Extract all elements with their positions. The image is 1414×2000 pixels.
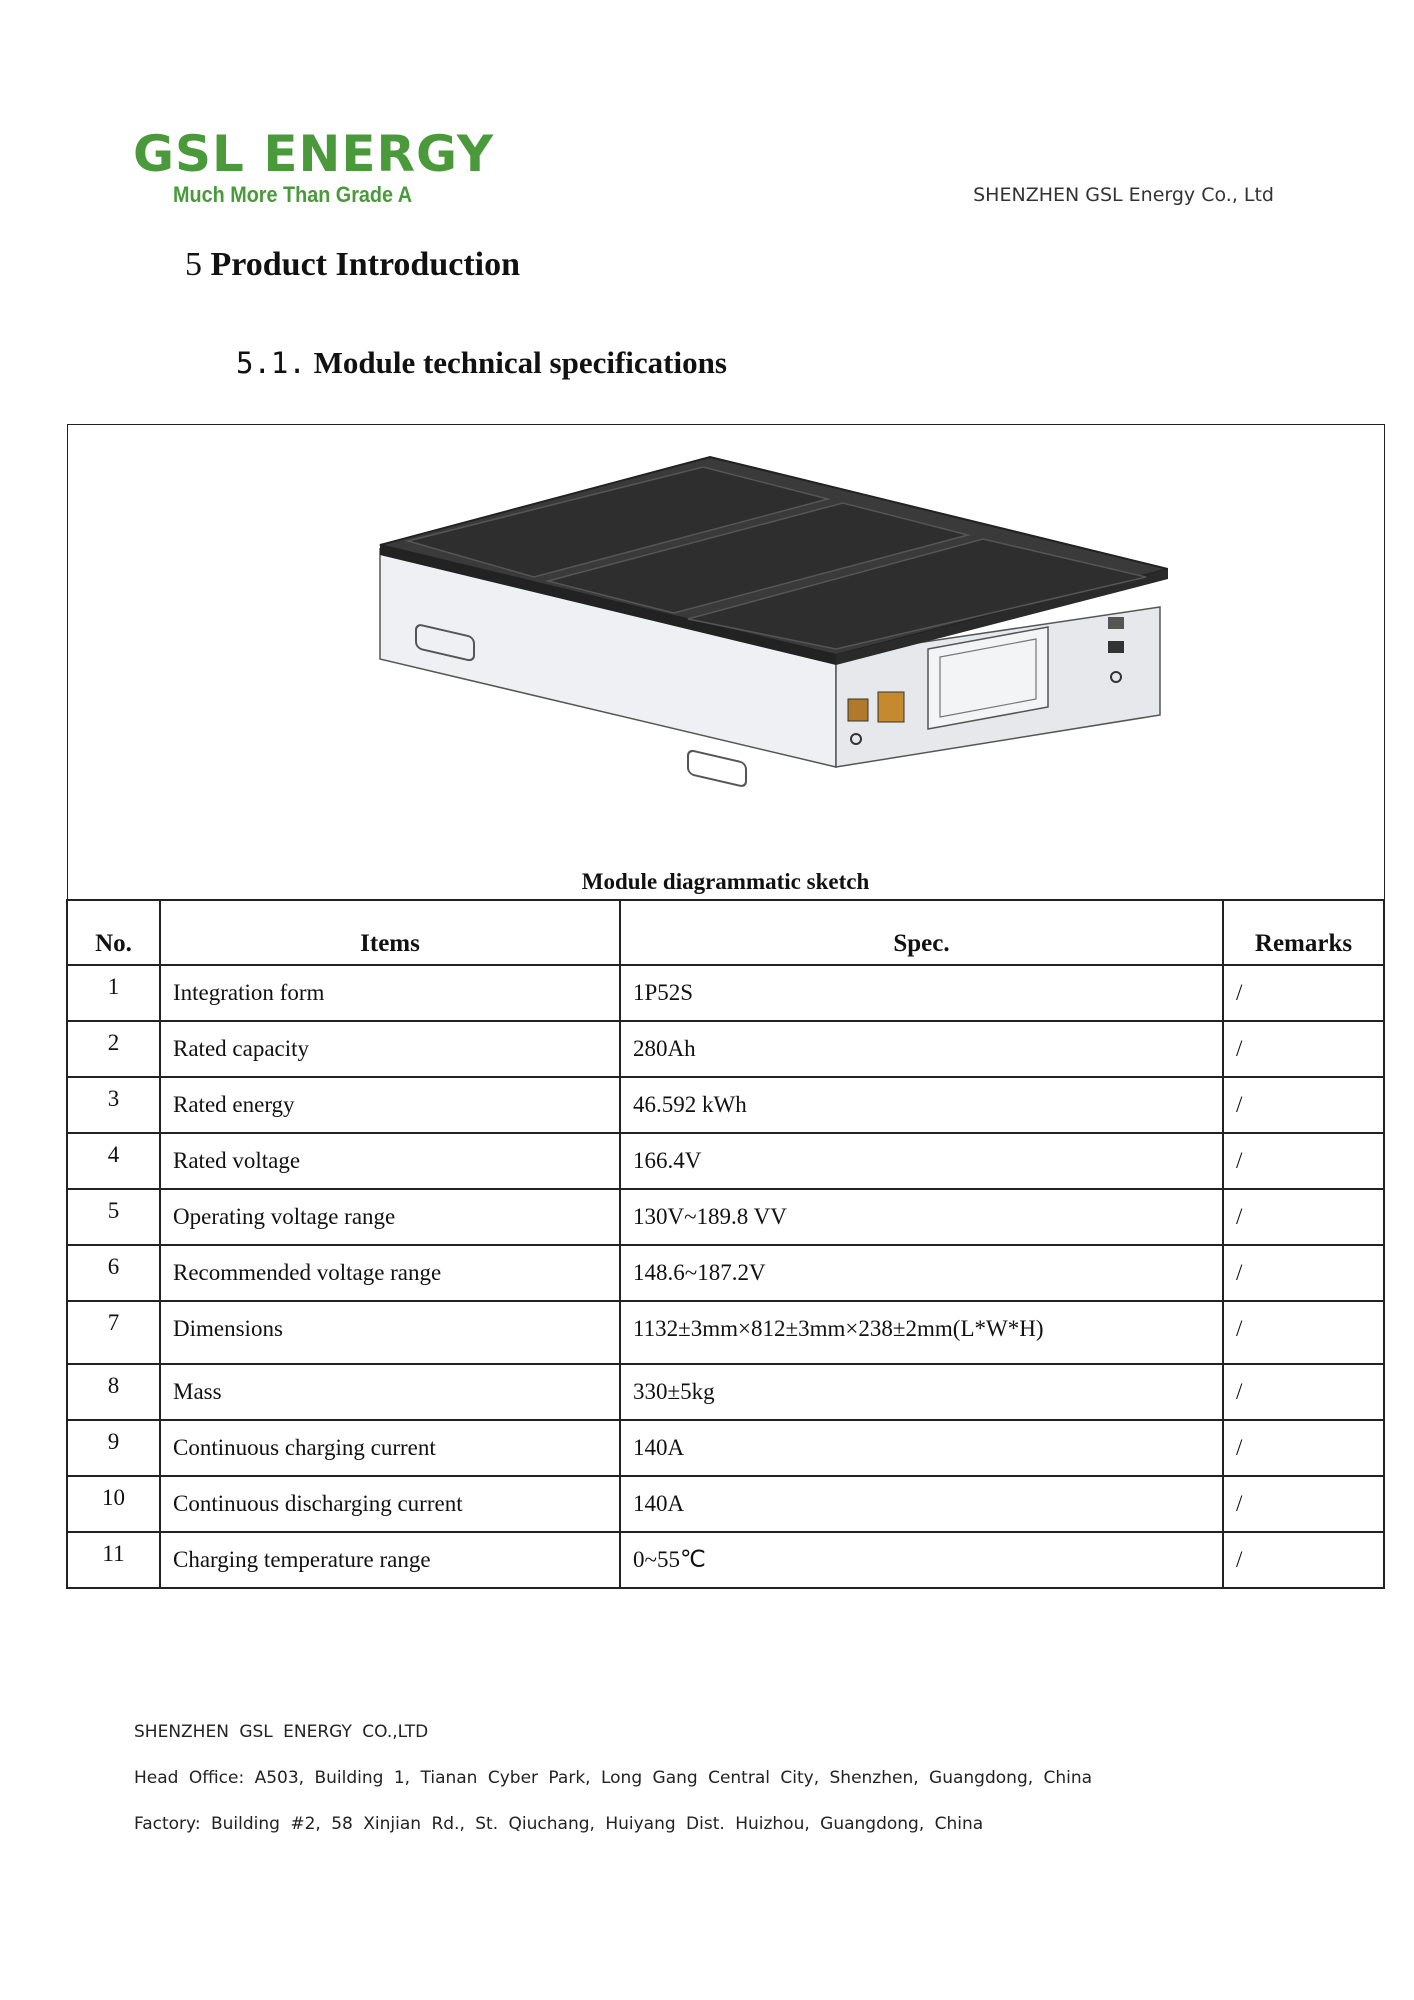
row-remarks: / <box>1223 1420 1384 1476</box>
row-remarks: / <box>1223 965 1384 1021</box>
row-number: 4 <box>67 1133 160 1189</box>
row-remarks: / <box>1223 1245 1384 1301</box>
table-row <box>67 1245 1384 1301</box>
footer-company: SHENZHEN GSL ENERGY CO.,LTD <box>134 1722 429 1742</box>
row-item: Charging temperature range <box>160 1532 620 1588</box>
spec-table <box>66 424 1385 1589</box>
row-number: 8 <box>67 1364 160 1420</box>
row-remarks: / <box>1223 1476 1384 1532</box>
row-item: Rated energy <box>160 1077 620 1133</box>
row-number: 2 <box>67 1021 160 1077</box>
subsection-title: Module technical specifications <box>313 345 727 380</box>
section-heading <box>185 246 520 284</box>
subsection-number: 5.1. <box>236 346 306 380</box>
row-item: Continuous discharging current <box>160 1476 620 1532</box>
col-header-items: Items <box>160 900 620 965</box>
table-row <box>67 1133 1384 1189</box>
row-number: 5 <box>67 1189 160 1245</box>
col-header-remarks: Remarks <box>1223 900 1384 965</box>
table-row <box>67 1189 1384 1245</box>
col-header-spec: Spec. <box>620 900 1223 965</box>
row-number: 10 <box>67 1476 160 1532</box>
row-spec: 280Ah <box>620 1021 1223 1077</box>
footer-factory: Factory: Building #2, 58 Xinjian Rd., St. Qiuchang, Huiyang Dist. Huizhou, Guangdong, China <box>134 1814 984 1834</box>
logo-text: GSL ENERGY <box>133 125 495 183</box>
row-remarks: / <box>1223 1532 1384 1588</box>
table-row <box>67 1364 1384 1420</box>
module-sketch-image <box>308 437 1168 797</box>
row-item: Operating voltage range <box>160 1189 620 1245</box>
table-row <box>67 1301 1384 1364</box>
row-remarks: / <box>1223 1301 1384 1364</box>
row-remarks: / <box>1223 1077 1384 1133</box>
col-header-no: No. <box>67 900 160 965</box>
table-row <box>67 1420 1384 1476</box>
row-spec: 140A <box>620 1420 1223 1476</box>
row-spec: 1P52S <box>620 965 1223 1021</box>
row-spec: 140A <box>620 1476 1223 1532</box>
row-number: 1 <box>67 965 160 1021</box>
row-item: Rated capacity <box>160 1021 620 1077</box>
table-row <box>67 1021 1384 1077</box>
row-spec: 1132±3mm×812±3mm×238±2mm(L*W*H) <box>620 1301 1223 1364</box>
row-remarks: / <box>1223 1364 1384 1420</box>
row-remarks: / <box>1223 1189 1384 1245</box>
sketch-caption: Module diagrammatic sketch <box>581 869 870 894</box>
row-number: 6 <box>67 1245 160 1301</box>
table-row <box>67 1476 1384 1532</box>
header-company-name: SHENZHEN GSL Energy Co., Ltd <box>973 184 1274 206</box>
row-spec: 148.6~187.2V <box>620 1245 1223 1301</box>
table-row <box>67 1532 1384 1588</box>
subsection-heading <box>236 345 727 381</box>
row-spec: 166.4V <box>620 1133 1223 1189</box>
row-number: 7 <box>67 1301 160 1364</box>
row-spec: 46.592 kWh <box>620 1077 1223 1133</box>
row-number: 3 <box>67 1077 160 1133</box>
row-item: Mass <box>160 1364 620 1420</box>
row-item: Rated voltage <box>160 1133 620 1189</box>
section-number: 5 <box>185 246 202 283</box>
row-remarks: / <box>1223 1021 1384 1077</box>
row-spec: 330±5kg <box>620 1364 1223 1420</box>
company-logo <box>133 125 495 208</box>
footer-head-office: Head Office: A503, Building 1, Tianan Cyber Park, Long Gang Central City, Shenzhen, Guangdong, China <box>134 1768 1093 1788</box>
row-number: 11 <box>67 1532 160 1588</box>
row-remarks: / <box>1223 1133 1384 1189</box>
logo-slogan: Much More Than Grade A <box>173 182 413 207</box>
row-item: Integration form <box>160 965 620 1021</box>
row-item: Continuous charging current <box>160 1420 620 1476</box>
table-row <box>67 965 1384 1021</box>
row-number: 9 <box>67 1420 160 1476</box>
row-spec: 0~55℃ <box>620 1532 1223 1588</box>
section-title: Product Introduction <box>210 246 521 283</box>
sketch-cell <box>67 425 1384 901</box>
row-item: Dimensions <box>160 1301 620 1364</box>
table-row <box>67 1077 1384 1133</box>
row-spec: 130V~189.8 VV <box>620 1189 1223 1245</box>
row-item: Recommended voltage range <box>160 1245 620 1301</box>
